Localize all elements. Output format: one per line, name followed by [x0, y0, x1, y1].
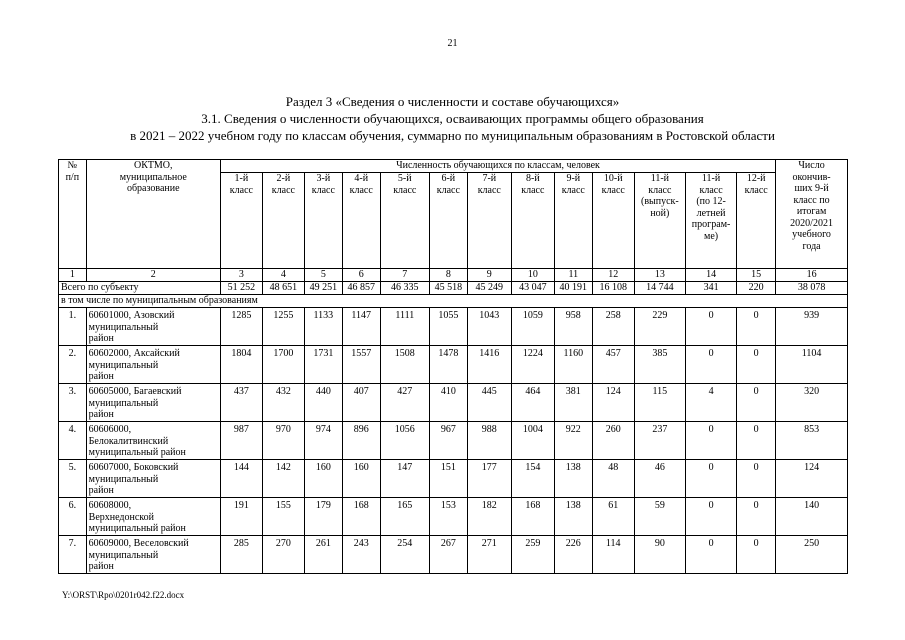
cell-value: 59 — [634, 498, 685, 536]
cell-value: 48 — [592, 460, 634, 498]
column-number: 12 — [592, 269, 634, 282]
section-title: Раздел 3 «Сведения о численности и составе обучающихся» — [285, 94, 620, 109]
cell-value: 0 — [737, 346, 776, 384]
cell-value: 285 — [220, 536, 262, 574]
cell-value: 896 — [342, 422, 380, 460]
cell-value: 147 — [380, 460, 429, 498]
cell-value: 254 — [380, 536, 429, 574]
total-value: 45 249 — [467, 282, 511, 295]
page-number: 21 — [447, 38, 458, 49]
cell-value: 154 — [511, 460, 554, 498]
cell-value: 160 — [342, 460, 380, 498]
cell-value: 1224 — [511, 346, 554, 384]
column-number: 5 — [304, 269, 342, 282]
total-value: 220 — [737, 282, 776, 295]
header-grade: 11-й класс (по 12- летней програм- ме) — [685, 173, 736, 269]
cell-value: 124 — [592, 384, 634, 422]
header-grade: 10-й класс — [592, 173, 634, 269]
cell-value: 0 — [737, 460, 776, 498]
municipality-name: 60608000, Верхнедонской муниципальный район — [86, 498, 220, 536]
table-row — [59, 422, 848, 460]
cell-value: 437 — [220, 384, 262, 422]
cell-value: 0 — [685, 536, 736, 574]
row-index: 2. — [59, 346, 87, 384]
table-row — [59, 346, 848, 384]
cell-value: 939 — [776, 308, 848, 346]
file-path: Y:\ORST\Rpo\0201r042.f22.docx — [62, 590, 185, 600]
header-grade: 9-й класс — [554, 173, 592, 269]
header-grade: 5-й класс — [380, 173, 429, 269]
cell-value: 191 — [220, 498, 262, 536]
municipality-name: 60601000, Азовский муниципальный район — [86, 308, 220, 346]
municipality-name: 60605000, Багаевский муниципальный район — [86, 384, 220, 422]
cell-value: 182 — [467, 498, 511, 536]
table-row — [59, 498, 848, 536]
cell-value: 115 — [634, 384, 685, 422]
column-number: 8 — [429, 269, 467, 282]
municipality-name: 60609000, Веселовский муниципальный район — [86, 536, 220, 574]
cell-value: 168 — [511, 498, 554, 536]
cell-value: 922 — [554, 422, 592, 460]
cell-value: 124 — [776, 460, 848, 498]
cell-value: 138 — [554, 460, 592, 498]
cell-value: 0 — [737, 536, 776, 574]
cell-value: 140 — [776, 498, 848, 536]
cell-value: 0 — [737, 308, 776, 346]
cell-value: 179 — [304, 498, 342, 536]
column-number: 7 — [380, 269, 429, 282]
cell-value: 1478 — [429, 346, 467, 384]
cell-value: 970 — [262, 422, 304, 460]
cell-value: 1004 — [511, 422, 554, 460]
cell-value: 151 — [429, 460, 467, 498]
subsection-title: 3.1. Сведения о численности обучающихся, осваивающих программы общего образования — [201, 111, 704, 126]
cell-value: 61 — [592, 498, 634, 536]
cell-value: 1557 — [342, 346, 380, 384]
cell-value: 1055 — [429, 308, 467, 346]
cell-value: 0 — [685, 498, 736, 536]
header-grade: 7-й класс — [467, 173, 511, 269]
cell-value: 243 — [342, 536, 380, 574]
cell-value: 155 — [262, 498, 304, 536]
cell-value: 160 — [304, 460, 342, 498]
column-number: 2 — [86, 269, 220, 282]
cell-value: 0 — [737, 422, 776, 460]
column-number: 9 — [467, 269, 511, 282]
header-group: Численность обучающихся по классам, человек — [220, 160, 775, 173]
cell-value: 432 — [262, 384, 304, 422]
row-index: 3. — [59, 384, 87, 422]
cell-value: 168 — [342, 498, 380, 536]
cell-value: 440 — [304, 384, 342, 422]
enrollment-table — [58, 159, 848, 574]
cell-value: 1508 — [380, 346, 429, 384]
total-value: 45 518 — [429, 282, 467, 295]
header-grade: 8-й класс — [511, 173, 554, 269]
total-value: 49 251 — [304, 282, 342, 295]
column-number: 14 — [685, 269, 736, 282]
cell-value: 407 — [342, 384, 380, 422]
cell-value: 1043 — [467, 308, 511, 346]
cell-value: 271 — [467, 536, 511, 574]
header-oktmo: ОКТМО, муниципальное образование — [86, 160, 220, 269]
total-value: 46 335 — [380, 282, 429, 295]
column-number: 16 — [776, 269, 848, 282]
municipality-name: 60606000, Белокалитвинский муниципальный район — [86, 422, 220, 460]
total-value: 14 744 — [634, 282, 685, 295]
table-row — [59, 536, 848, 574]
cell-value: 237 — [634, 422, 685, 460]
column-number: 3 — [220, 269, 262, 282]
column-number: 4 — [262, 269, 304, 282]
header-graduates-9: Число окончив- ших 9-й класс по итогам 2020/2021 учебного года — [776, 160, 848, 269]
cell-value: 260 — [592, 422, 634, 460]
municipality-name: 60607000, Боковский муниципальный район — [86, 460, 220, 498]
cell-value: 0 — [685, 422, 736, 460]
cell-value: 1700 — [262, 346, 304, 384]
cell-value: 1160 — [554, 346, 592, 384]
subheader: в том числе по муниципальным образованиям — [59, 295, 848, 308]
cell-value: 958 — [554, 308, 592, 346]
row-index: 5. — [59, 460, 87, 498]
cell-value: 410 — [429, 384, 467, 422]
total-label: Всего по субъекту — [59, 282, 221, 295]
column-number: 13 — [634, 269, 685, 282]
total-value: 40 191 — [554, 282, 592, 295]
row-index: 1. — [59, 308, 87, 346]
total-value: 46 857 — [342, 282, 380, 295]
column-number: 11 — [554, 269, 592, 282]
cell-value: 1056 — [380, 422, 429, 460]
cell-value: 250 — [776, 536, 848, 574]
table-row — [59, 460, 848, 498]
cell-value: 270 — [262, 536, 304, 574]
cell-value: 1255 — [262, 308, 304, 346]
table-row — [59, 384, 848, 422]
header-grade: 4-й класс — [342, 173, 380, 269]
header-grade: 2-й класс — [262, 173, 304, 269]
cell-value: 165 — [380, 498, 429, 536]
cell-value: 385 — [634, 346, 685, 384]
row-index: 6. — [59, 498, 87, 536]
cell-value: 261 — [304, 536, 342, 574]
table-row — [59, 308, 848, 346]
cell-value: 1111 — [380, 308, 429, 346]
total-value: 38 078 — [776, 282, 848, 295]
header-no: № п/п — [59, 160, 87, 269]
cell-value: 4 — [685, 384, 736, 422]
cell-value: 0 — [685, 460, 736, 498]
cell-value: 138 — [554, 498, 592, 536]
cell-value: 988 — [467, 422, 511, 460]
cell-value: 114 — [592, 536, 634, 574]
cell-value: 987 — [220, 422, 262, 460]
row-index: 4. — [59, 422, 87, 460]
row-index: 7. — [59, 536, 87, 574]
cell-value: 229 — [634, 308, 685, 346]
cell-value: 259 — [511, 536, 554, 574]
cell-value: 226 — [554, 536, 592, 574]
header-grade: 3-й класс — [304, 173, 342, 269]
subsection-subtitle: в 2021 – 2022 учебном году по классам обучения, суммарно по муниципальным образованиям в Ростовской области — [130, 128, 775, 143]
cell-value: 1104 — [776, 346, 848, 384]
cell-value: 1147 — [342, 308, 380, 346]
total-value: 341 — [685, 282, 736, 295]
cell-value: 0 — [737, 384, 776, 422]
cell-value: 0 — [685, 346, 736, 384]
header-grade: 1-й класс — [220, 173, 262, 269]
cell-value: 1804 — [220, 346, 262, 384]
cell-value: 1285 — [220, 308, 262, 346]
cell-value: 267 — [429, 536, 467, 574]
cell-value: 142 — [262, 460, 304, 498]
cell-value: 258 — [592, 308, 634, 346]
cell-value: 153 — [429, 498, 467, 536]
cell-value: 1059 — [511, 308, 554, 346]
cell-value: 0 — [685, 308, 736, 346]
header-grade: 12-й класс — [737, 173, 776, 269]
column-number: 15 — [737, 269, 776, 282]
cell-value: 177 — [467, 460, 511, 498]
column-number: 6 — [342, 269, 380, 282]
cell-value: 427 — [380, 384, 429, 422]
cell-value: 1731 — [304, 346, 342, 384]
cell-value: 320 — [776, 384, 848, 422]
cell-value: 0 — [737, 498, 776, 536]
cell-value: 967 — [429, 422, 467, 460]
cell-value: 464 — [511, 384, 554, 422]
column-number: 1 — [59, 269, 87, 282]
cell-value: 1416 — [467, 346, 511, 384]
column-number: 10 — [511, 269, 554, 282]
cell-value: 90 — [634, 536, 685, 574]
cell-value: 445 — [467, 384, 511, 422]
total-value: 51 252 — [220, 282, 262, 295]
cell-value: 46 — [634, 460, 685, 498]
total-value: 48 651 — [262, 282, 304, 295]
total-value: 43 047 — [511, 282, 554, 295]
cell-value: 1133 — [304, 308, 342, 346]
cell-value: 144 — [220, 460, 262, 498]
cell-value: 381 — [554, 384, 592, 422]
cell-value: 853 — [776, 422, 848, 460]
total-value: 16 108 — [592, 282, 634, 295]
header-grade: 6-й класс — [429, 173, 467, 269]
cell-value: 457 — [592, 346, 634, 384]
cell-value: 974 — [304, 422, 342, 460]
header-grade: 11-й класс (выпуск- ной) — [634, 173, 685, 269]
municipality-name: 60602000, Аксайский муниципальный район — [86, 346, 220, 384]
